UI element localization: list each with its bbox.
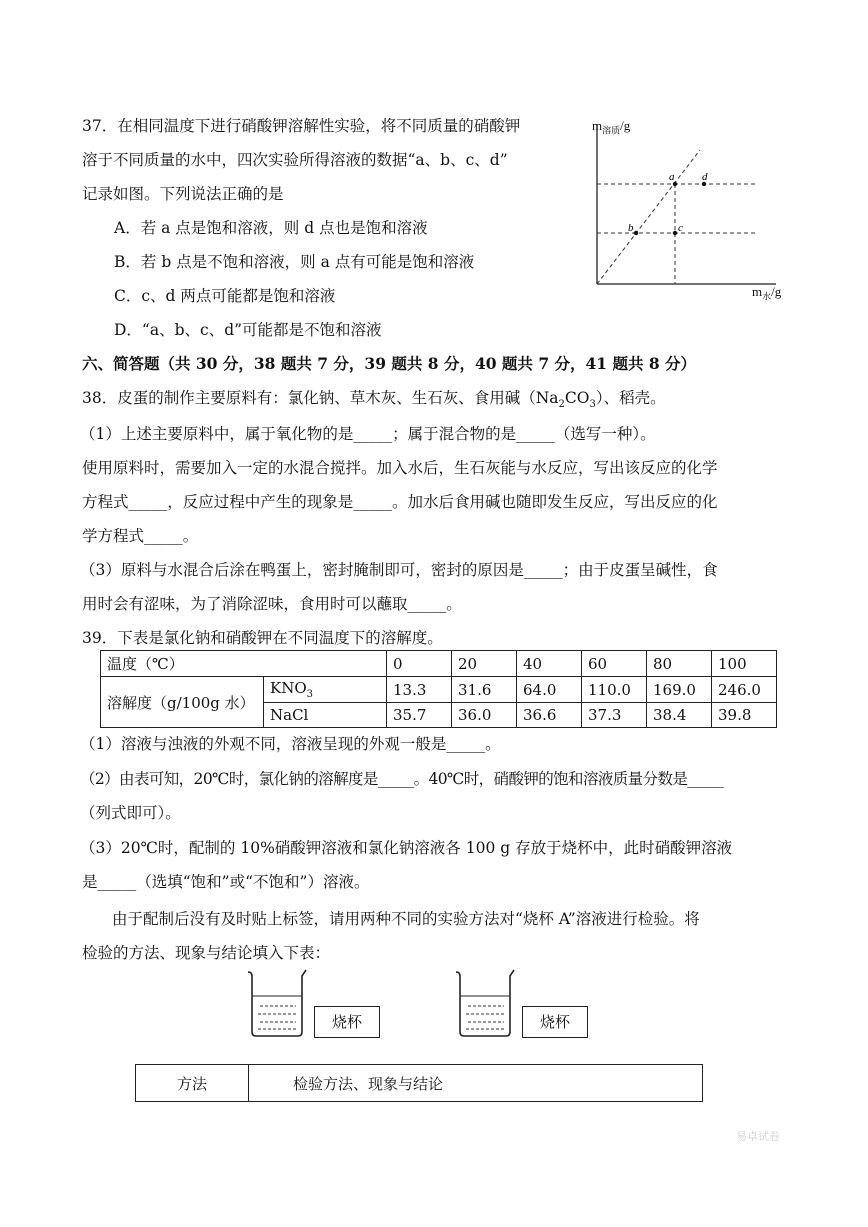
temp-cell: 100 — [712, 651, 777, 677]
q37-graph — [580, 110, 810, 310]
xlabel-sub: 水 — [762, 291, 772, 302]
substance-name: KNO — [270, 679, 307, 697]
point-b-label: b — [628, 222, 634, 234]
temp-cell: 0 — [387, 651, 452, 677]
q39-p4-b: 检验的方法、现象与结论填入下表： — [82, 944, 331, 962]
substance-cell: NaCl — [264, 703, 387, 728]
value-cell: 36.0 — [452, 703, 517, 728]
q38-p2-line-1: 使用原料时，需要加入一定的水混合搅拌。加入水后，生石灰能与水反应，写出该反应的化学 — [82, 459, 718, 477]
value-cell: 169.0 — [647, 677, 712, 703]
value-cell: 39.8 — [712, 703, 777, 728]
q39-p2-b: （列式即可）。 — [80, 804, 181, 822]
table-row — [136, 1065, 703, 1102]
temp-cell: 60 — [582, 651, 647, 677]
q38-intro-c: ）、稻壳。 — [595, 389, 666, 407]
q38-intro-sub: 2 — [558, 399, 565, 411]
q37-option-b: B．若 b 点是不饱和溶液，则 a 点有可能是饱和溶液 — [114, 253, 475, 271]
substance-sub: 3 — [306, 689, 314, 700]
q39-p3-a: （3）20℃时，配制的 10%硝酸钾溶液和氯化钠溶液各 100 g 存放于烧杯中，此时硝酸钾溶液 — [80, 839, 733, 857]
ylabel-main: m — [592, 118, 603, 133]
beaker-1-icon — [246, 966, 308, 1038]
q38-p2-line-3: 学方程式_____。 — [82, 527, 199, 545]
q37-option-c: C．c、d 两点可能都是饱和溶液 — [114, 287, 336, 305]
q38-intro-b: CO — [564, 389, 590, 407]
value-cell: 38.4 — [647, 703, 712, 728]
value-cell: 36.6 — [517, 703, 582, 728]
point-c-label: c — [678, 222, 683, 234]
section6-title: 六、简答题（共 30 分，38 题共 7 分，39 题共 8 分，40 题共 7 分，41 题共 8 分） — [82, 354, 697, 373]
value-cell: 246.0 — [712, 677, 777, 703]
temp-cell: 20 — [452, 651, 517, 677]
q37-option-a: A．若 a 点是饱和溶液，则 d 点也是饱和溶液 — [114, 219, 428, 237]
point-a-label: a — [669, 171, 675, 183]
table-row — [101, 651, 777, 677]
q39-p4-a: 由于配制后没有及时贴上标签，请用两种不同的实验方法对“烧杯 A”溶液进行检验。将 — [112, 910, 700, 928]
q37-line-3: 记录如图。下列说法正确的是 — [82, 185, 284, 203]
substance-cell — [264, 677, 387, 703]
xlabel-main: m — [752, 284, 763, 299]
solubility-label-cell: 溶解度（g/100g 水） — [101, 677, 264, 728]
watermark: 易卓试卷 — [736, 1130, 780, 1143]
point-d-label: d — [702, 171, 708, 183]
temp-cell: 80 — [647, 651, 712, 677]
q38-intro — [82, 386, 666, 410]
q38-p1: （1）上述主要原料中，属于氧化物的是_____；属于混合物的是_____（选写一种）。 — [80, 425, 656, 443]
origin-diagonal — [597, 150, 700, 284]
q37-option-d: D．“a、b、c、d”可能都是不饱和溶液 — [114, 321, 382, 339]
point-b — [634, 231, 638, 235]
value-cell: 31.6 — [452, 677, 517, 703]
solubility-table — [100, 650, 777, 728]
graph-ylabel — [592, 118, 630, 137]
beaker-2-label: 烧杯 — [522, 1006, 588, 1038]
beaker-2-icon — [454, 966, 516, 1038]
table-row — [101, 677, 777, 703]
value-cell: 64.0 — [517, 677, 582, 703]
temp-cell: 40 — [517, 651, 582, 677]
value-cell: 37.3 — [582, 703, 647, 728]
xlabel-unit: /g — [771, 284, 782, 299]
beaker-1-label: 烧杯 — [314, 1006, 380, 1038]
method-detail-header: 检验方法、现象与结论 — [249, 1065, 703, 1102]
method-header: 方法 — [136, 1065, 249, 1102]
q38-intro-sub2: 3 — [589, 399, 596, 411]
q39-p2-a: （2）由表可知，20℃时，氯化钠的溶解度是_____。40℃时，硝酸钾的饱和溶液质量分数是_____ — [80, 770, 723, 788]
ylabel-sub: 溶质 — [602, 125, 621, 136]
value-cell: 35.7 — [387, 703, 452, 728]
value-cell: 13.3 — [387, 677, 452, 703]
temp-label-cell: 温度（℃） — [101, 651, 387, 677]
q39-intro: 39．下表是氯化钠和硝酸钾在不同温度下的溶解度。 — [82, 629, 443, 647]
q38-p3-line-1: （3）原料与水混合后涂在鸭蛋上，密封腌制即可，密封的原因是_____；由于皮蛋呈碱性，食 — [80, 561, 718, 579]
graph-xlabel — [752, 284, 781, 303]
q37-line-1: 37．在相同温度下进行硝酸钾溶解性实验，将不同质量的硝酸钾 — [82, 117, 521, 135]
value-cell: 110.0 — [582, 677, 647, 703]
q38-p3-line-2: 用时会有涩味，为了消除涩味，食用时可以蘸取_____。 — [82, 595, 462, 613]
q37-line-2: 溶于不同质量的水中，四次实验所得溶液的数据“a、b、c、d” — [82, 151, 508, 169]
q38-intro-a: 38．皮蛋的制作主要原料有：氯化钠、草木灰、生石灰、食用碱（Na — [82, 389, 559, 407]
q39-p3-b: 是_____（选填“饱和”或“不饱和”）溶液。 — [82, 873, 370, 891]
q39-p1: （1）溶液与浊液的外观不同，溶液呈现的外观一般是_____。 — [80, 735, 501, 753]
ylabel-unit: /g — [620, 118, 631, 133]
point-c — [673, 231, 677, 235]
method-table — [135, 1064, 703, 1102]
q38-p2-line-2: 方程式_____，反应过程中产生的现象是_____。加水后食用碱也随即发生反应，写出反应的化 — [82, 493, 718, 511]
